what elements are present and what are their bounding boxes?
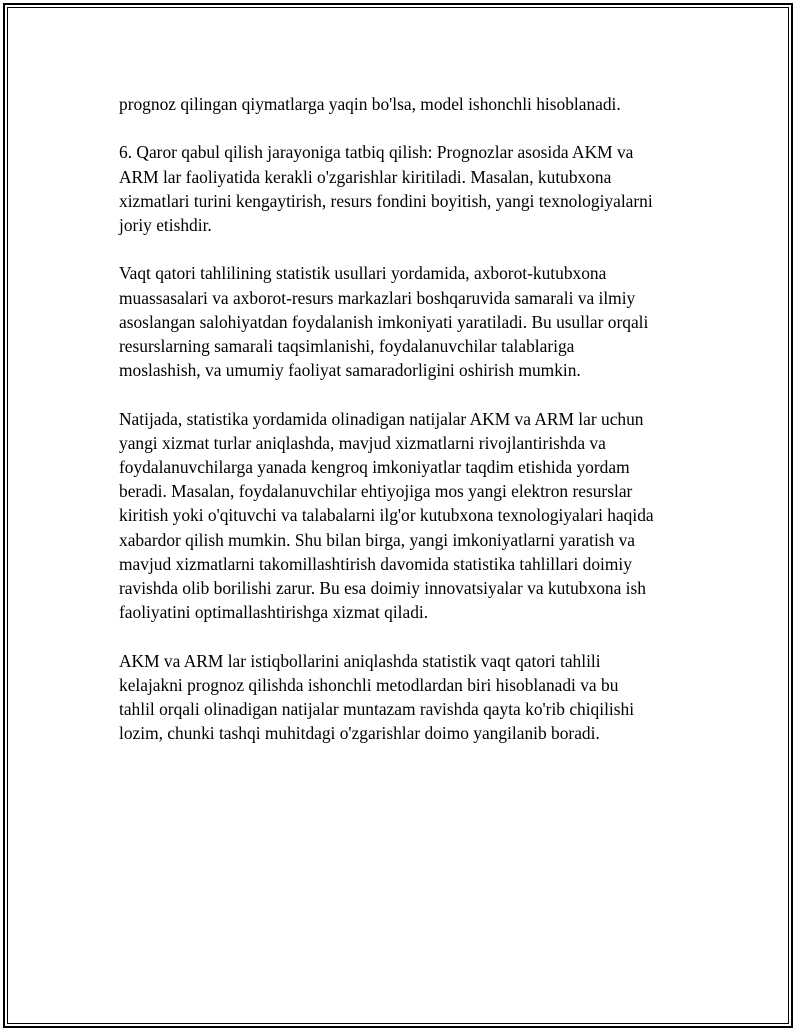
paragraph-model-reliability: prognoz qilingan qiymatlarga yaqin bo'lsa, model ishonchli hisoblanadi. — [119, 94, 621, 114]
paragraph-statistical-methods: Vaqt qatori tahlilining statistik usullari yordamida, axborot-kutubxona muassasalari va axborot-resurs markazlari boshqaruvida samarali va ilmiy asoslangan salohiyatdan foydalanish imkoniyati yaratiladi. Bu usullar orqali resurslarning samarali taqsimlanishi, foydalanuvchilar talablariga moslashish, va umumiy faoliyat samaradorligini oshirish mumkin. — [119, 263, 649, 381]
document-page — [3, 3, 793, 1028]
paragraph-conclusion: AKM va ARM lar istiqbollarini aniqlashda statistik vaqt qatori tahlili kelajakni prognoz qilishda ishonchli metodlardan biri hisoblanadi va bu tahlil orqali olinadigan natijalar muntazam ravishda qayta ko'rib chiqilishi lozim, chunki tashqi muhitdagi o'zgarishlar doimo yangilanib boradi. — [119, 650, 635, 744]
paragraph-decision-making: 6. Qaror qabul qilish jarayoniga tatbiq qilish: Prognozlar asosida AKM va ARM lar faoliyatida kerakli o'zgarishlar kiritiladi. Masalan, kutubxona xizmatlari turini kengaytirish, resurs fondini boyitish, yangi texnologiyalarni joriy etishdir. — [119, 142, 653, 235]
paragraph-results: Natijada, statistika yordamida olinadigan natijalar AKM va ARM lar uchun yangi xizmat turlar aniqlashda, mavjud xizmatlarni rivojlantirishda va foydalanuvchilarga yanada kengroq imkoniyatlar taqdim etishida yordam beradi. Masalan, foydalanuvchilar ehtiyojiga mos yangi elektron resurslar kiritish yoki o'qituvchi va talabalarni ilg'or kutubxona texnologiyalari haqida xabardor qilish mumkin. Shu bilan birga, yangi imkoniyatlarni yaratish va mavjud xizmatlarni takomillashtirish davomida statistika tahlillari doimiy ravishda olib borilishi zarur. Bu esa doimiy innovatsiyalar va kutubxona ish faoliyatini optimallashtirishga xizmat qiladi. — [119, 408, 654, 623]
document-body — [119, 92, 699, 770]
